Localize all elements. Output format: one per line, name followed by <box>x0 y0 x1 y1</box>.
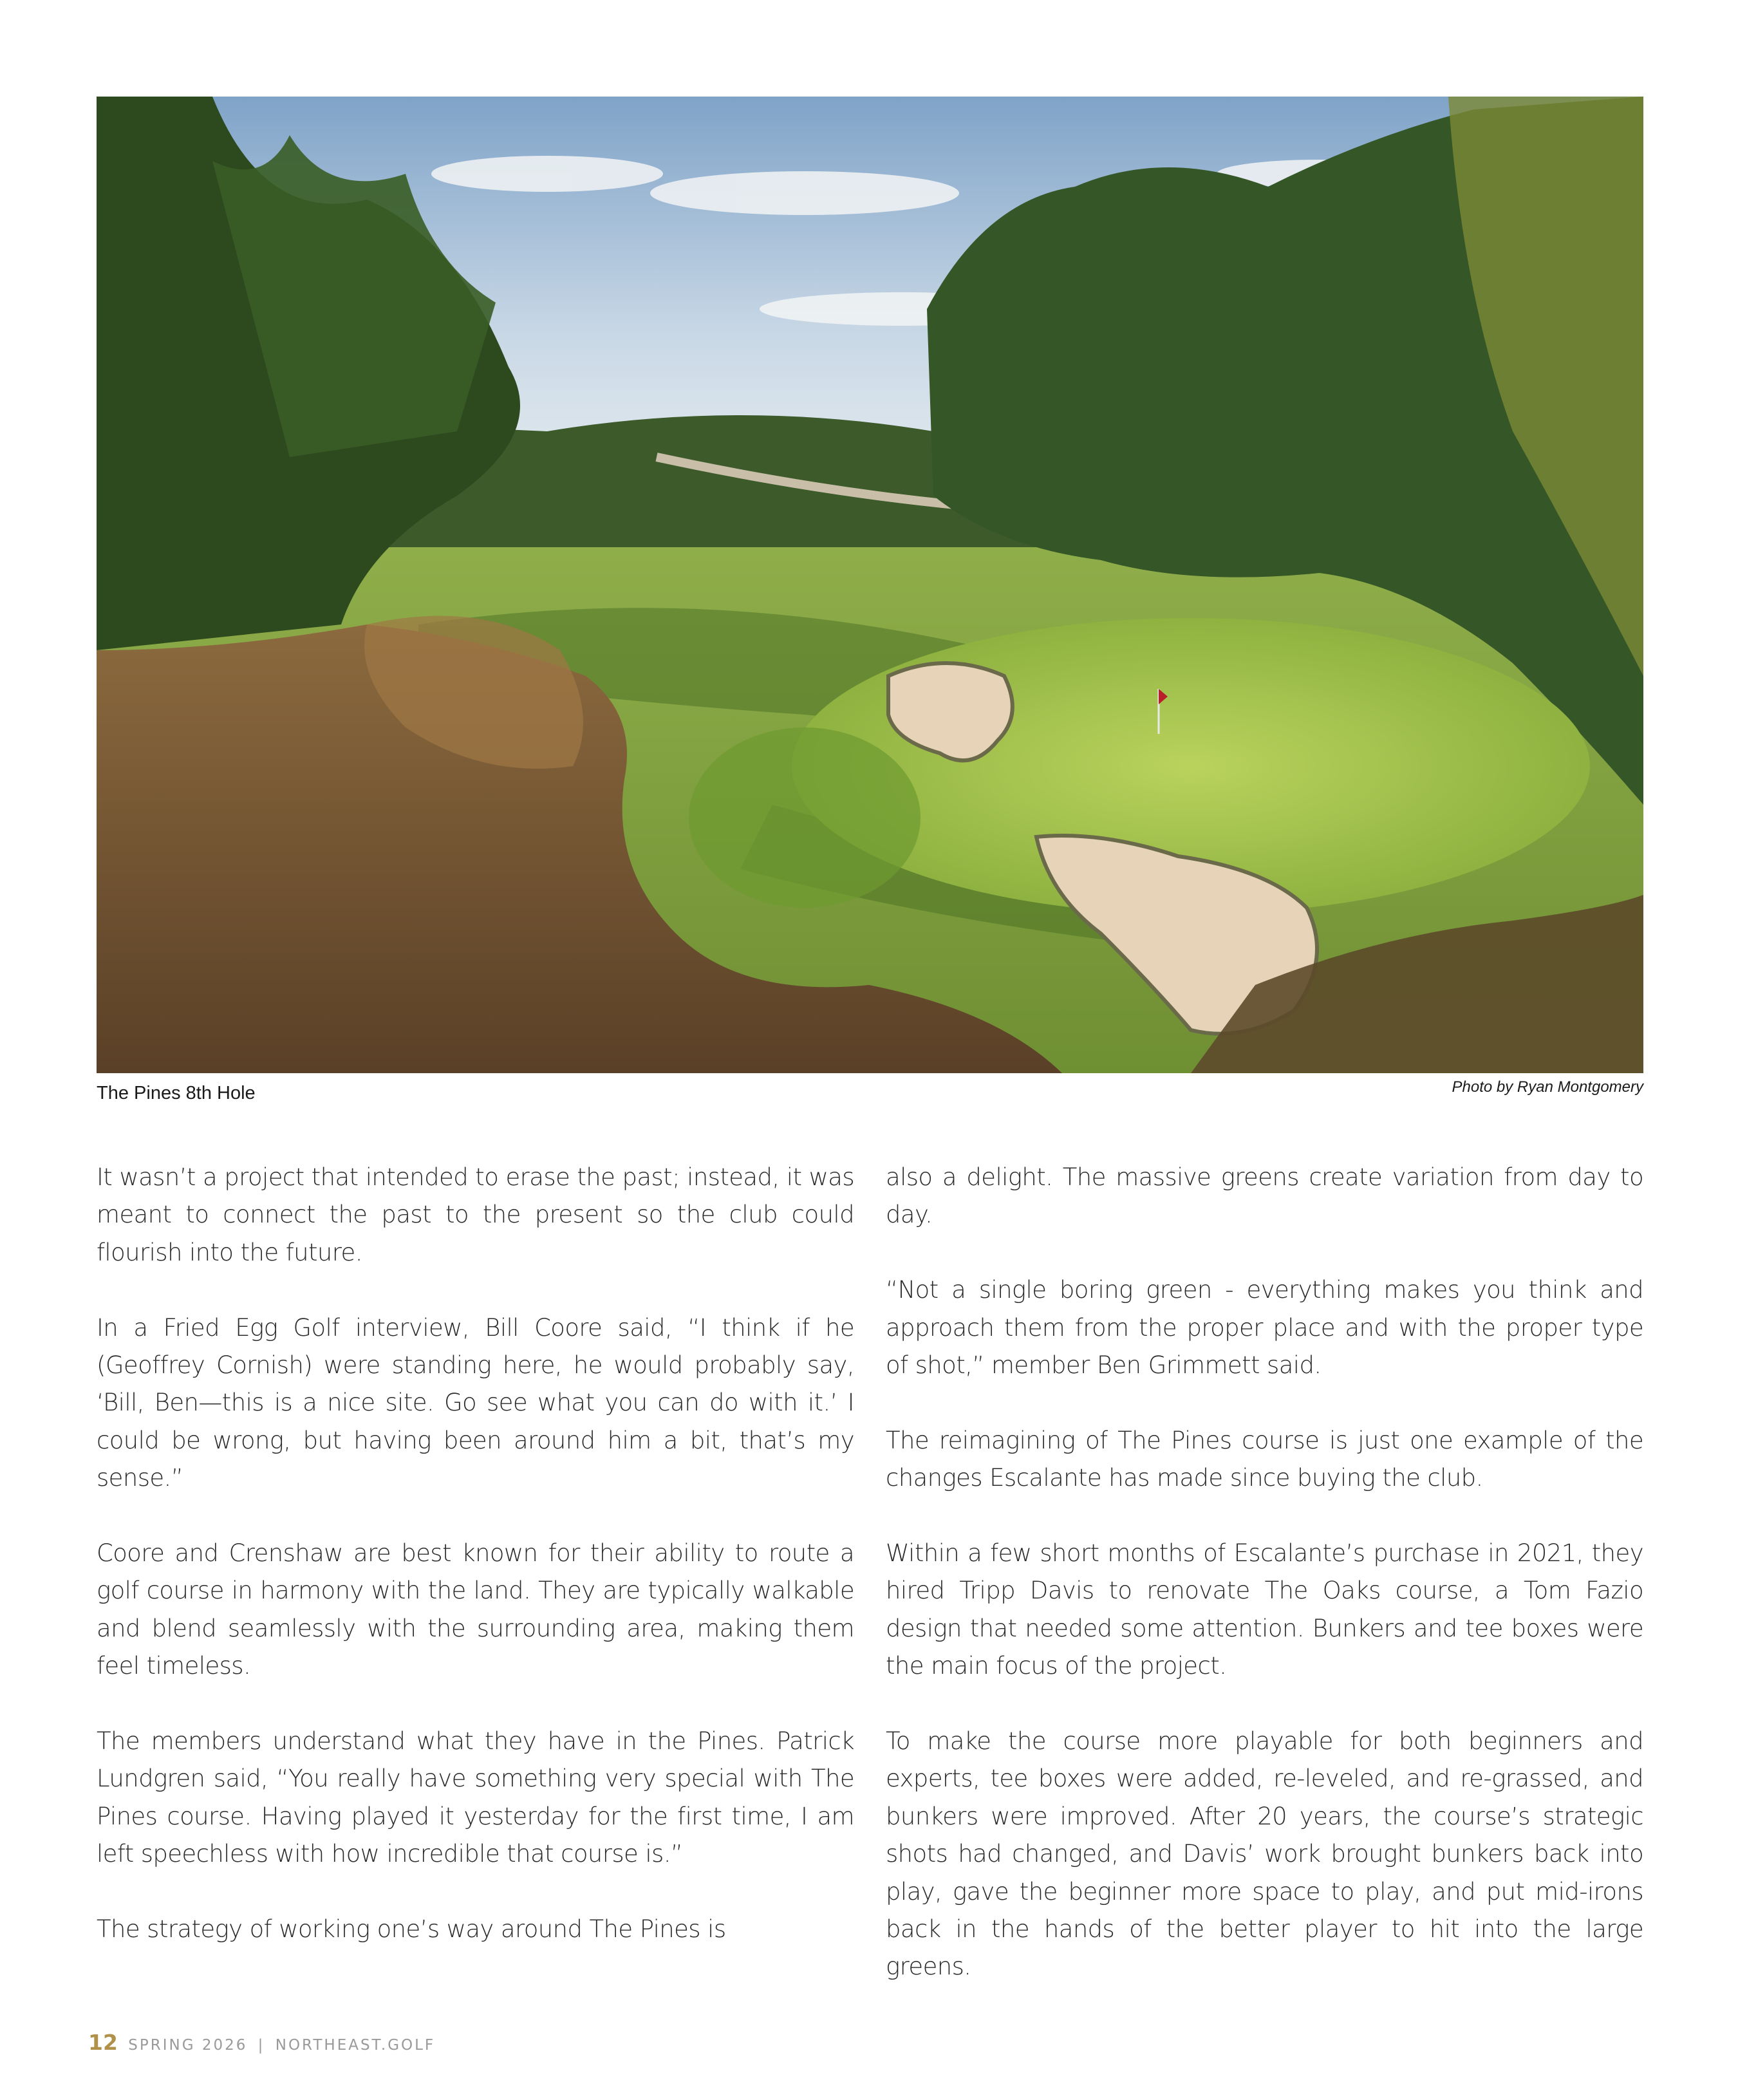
article-column-right <box>886 1159 1643 1986</box>
article-column-left <box>97 1159 854 1948</box>
paragraph: The strategy of working one’s way around The Pines is <box>97 1915 726 1944</box>
page-footer <box>88 2030 435 2055</box>
page-number: 12 <box>88 2030 118 2055</box>
paragraph: It wasn’t a project that intended to erase the past; instead, it was meant to connect the past to the present so the club could flourish into the future. <box>97 1163 854 1266</box>
photo-credit: Photo by Ryan Montgomery <box>1452 1078 1643 1096</box>
footer-separator: | <box>257 2037 265 2054</box>
paragraph: The reimagining of The Pines course is just one example of the changes Escalante has made since buying the club. <box>886 1426 1643 1492</box>
paragraph: Within a few short months of Escalante’s purchase in 2021, they hired Tripp Davis to renovate The Oaks course, a Tom Fazio design that needed some attention. Bunkers and tee boxes were the main focus of the project. <box>886 1539 1643 1680</box>
paragraph: The members understand what they have in the Pines. Patrick Lundgren said, “You really have something very special with The Pines course. Having played it yesterday for the first time, I am left speechless with how incredible that course is.” <box>97 1727 854 1868</box>
paragraph: In a Fried Egg Golf interview, Bill Coore said, “I think if he (Geoffrey Cornish) were standing here, he would probably say, ‘Bill, Ben—this is a nice site. Go see what you can do with it.’ I could be wrong, but having been around him a bit, that’s my sense.” <box>97 1313 854 1492</box>
paragraph: “Not a single boring green - everything makes you think and approach them from the proper place and with the proper type of shot,” member Ben Grimmett said. <box>886 1276 1643 1380</box>
paragraph: also a delight. The massive greens create variation from day to day. <box>886 1163 1643 1229</box>
paragraph: Coore and Crenshaw are best known for their ability to route a golf course in harmony with the land. They are typically walkable and blend seamlessly with the surrounding area, making them feel timeless. <box>97 1539 854 1680</box>
site-label: NORTHEAST.GOLF <box>275 2037 436 2054</box>
golf-course-photo <box>97 97 1643 1073</box>
paragraph: To make the course more playable for both beginners and experts, tee boxes were added, re-leveled, and re-grassed, and bunkers were improved. After 20 years, the course’s strategic shots had changed, and Davis’ work brought bunkers back into play, gave the beginner more space to play, and put mid-irons back in the hands of the better player to hit into the large greens. <box>886 1727 1643 1981</box>
issue-label: SPRING 2026 <box>128 2037 248 2054</box>
photo-caption: The Pines 8th Hole <box>97 1083 256 1103</box>
